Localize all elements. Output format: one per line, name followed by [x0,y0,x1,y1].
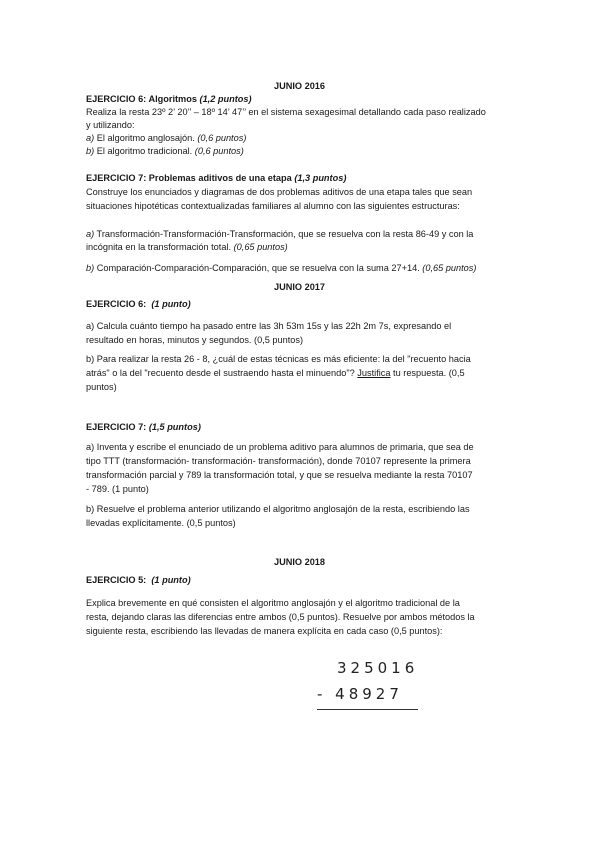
exercise-5-2018-line: siguiente resta, escribiendo las llevadas de manera explícita en cada caso (0,5 puntos): [86,626,443,636]
exercise-7-2016-heading: EJERCICIO 7: Problemas aditivos de una etapa (1,3 puntos) [86,173,347,183]
exercise-7-2016-item-a-cont: incógnita en la transformación total. (0,65 puntos) [86,242,288,252]
exercise-6-2017-item-b-cont: atrás" o la del "recuento desde el sustraendo hasta el minuendo"? Justifica tu respuesta. (0,5 [86,368,465,378]
exercise-5-2018-line: resta, dejando claras las diferencias entre ambos (0,5 puntos). Resuelve por ambos métodos la [86,612,475,622]
exercise-6-2017-heading: EJERCICIO 6: (1 punto) [86,299,191,309]
subtraction-rule [317,709,418,710]
exercise-7-2017-item-a: a) Inventa y escribe el enunciado de un problema aditivo para alumnos de primaria, que sea de [86,442,474,452]
exercise-6-2016-item-b: b) El algoritmo tradicional. (0,6 puntos) [86,146,244,156]
exercise-5-2018-heading: EJERCICIO 5: (1 punto) [86,575,191,585]
exercise-7-2017-item-a-cont: tipo TTT (transformación- transformación- transformación), donde 70107 represente la primera [86,456,471,466]
exercise-6-2017-item-a-cont: resultado en horas, minutos y segundos. (0,5 puntos) [86,335,304,345]
exercise-7-2016-item-a: a) Transformación-Transformación-Transformación, que se resuelva con la resta 86-49 y con la [86,229,474,239]
section-title-2018: JUNIO 2018 [273,557,326,567]
exercise-7-2017-item-a-cont: transformación parcial y 789 la transformación total, y que se resuelva mediante la resta 70107 [86,470,473,480]
section-title-2017: JUNIO 2017 [273,282,326,292]
subtraction-minuend: 325016 [337,659,419,677]
exercise-7-2017-item-a-cont: - 789. (1 punto) [86,484,149,494]
exercise-7-2016-line: situaciones hipotéticas contextualizadas familiares al alumno con las siguientes estructuras: [86,201,460,211]
exercise-6-2016-heading: EJERCICIO 6: Algoritmos (1,2 puntos) [86,94,252,104]
exercise-7-2017-item-b-cont: llevadas explícitamente. (0,5 puntos) [86,518,236,528]
exercise-6-2017-item-b: b) Para realizar la resta 26 - 8, ¿cuál de estas técnicas es más eficiente: la del "recuento hacia [86,354,471,364]
exercise-7-2016-line: Construye los enunciados y diagramas de dos problemas aditivos de una etapa tales que sean [86,187,473,197]
section-title-2016: JUNIO 2016 [273,81,326,91]
exercise-5-2018-line: Explica brevemente en qué consisten el algoritmo anglosajón y el algoritmo tradicional de la [86,598,460,608]
exercise-7-2016-item-b: b) Comparación-Comparación-Comparación, que se resuelva con la suma 27+14. (0,65 puntos) [86,263,477,273]
exercise-7-2017-heading: EJERCICIO 7: (1,5 puntos) [86,422,201,432]
exercise-6-2016-line: y utilizando: [86,120,135,130]
subtraction-subtrahend: - 48927 [317,685,403,703]
exercise-6-2016-item-a: a) El algoritmo anglosajón. (0,6 puntos) [86,133,247,143]
exercise-6-2016-line: Realiza la resta 23º 2’ 20’’ – 18º 14’ 47’’ en el sistema sexagesimal detallando cada paso realizado [86,107,486,117]
exercise-7-2017-item-b: b) Resuelve el problema anterior utilizando el algoritmo anglosajón de la resta, escribiendo las [86,504,470,514]
exercise-6-2017-item-a: a) Calcula cuánto tiempo ha pasado entre las 3h 53m 15s y las 22h 2m 7s, expresando el [86,321,452,331]
exercise-6-2017-item-b-cont: puntos) [86,382,117,392]
